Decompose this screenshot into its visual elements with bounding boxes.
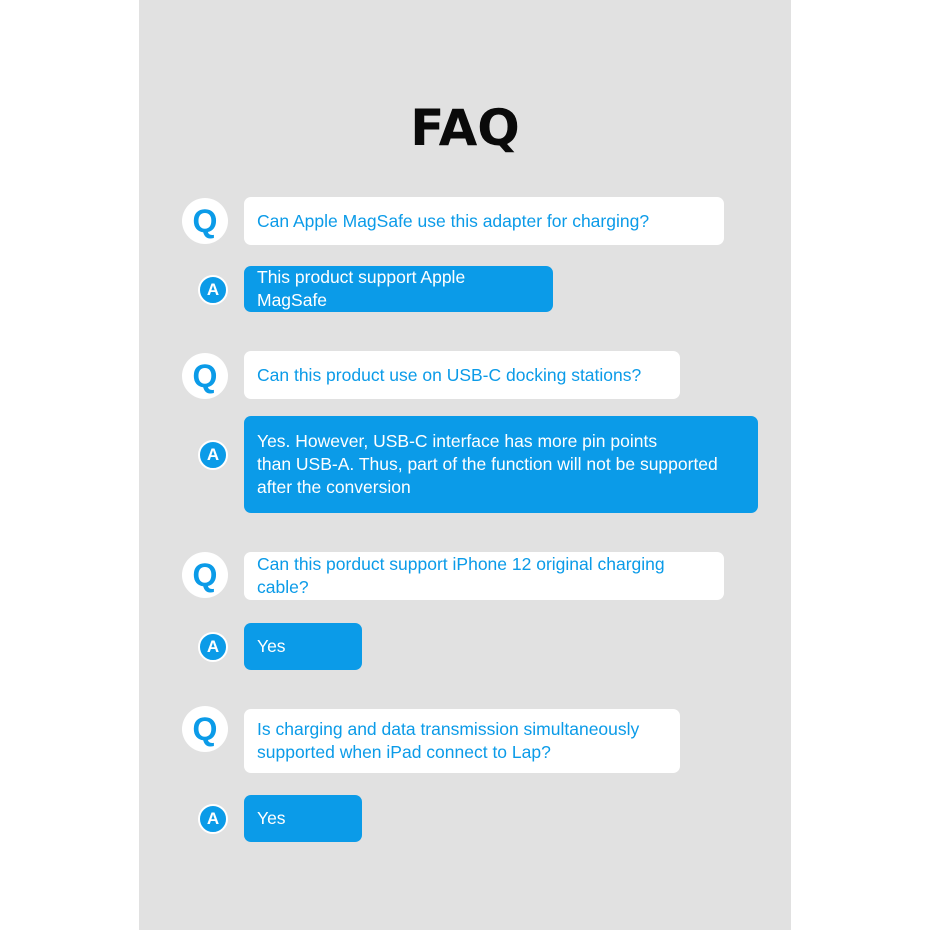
question-icon: Q <box>182 706 228 752</box>
question-bubble: Can this product use on USB-C docking stations? <box>244 351 680 399</box>
answer-icon: A <box>198 804 228 834</box>
question-bubble: Is charging and data transmission simultaneously supported when iPad connect to Lap? <box>244 709 680 773</box>
answer-bubble: Yes. However, USB-C interface has more pin points than USB-A. Thus, part of the function will not be supported after the conversion <box>244 416 758 513</box>
question-icon: Q <box>182 552 228 598</box>
answer-icon: A <box>198 440 228 470</box>
question-icon: Q <box>182 353 228 399</box>
question-icon: Q <box>182 198 228 244</box>
question-bubble: Can this porduct support iPhone 12 original charging cable? <box>244 552 724 600</box>
answer-icon: A <box>198 275 228 305</box>
question-bubble: Can Apple MagSafe use this adapter for charging? <box>244 197 724 245</box>
answer-icon: A <box>198 632 228 662</box>
answer-bubble: Yes <box>244 623 362 670</box>
answer-bubble: Yes <box>244 795 362 842</box>
page-title: FAQ <box>410 99 520 157</box>
answer-bubble: This product support Apple MagSafe <box>244 266 553 312</box>
